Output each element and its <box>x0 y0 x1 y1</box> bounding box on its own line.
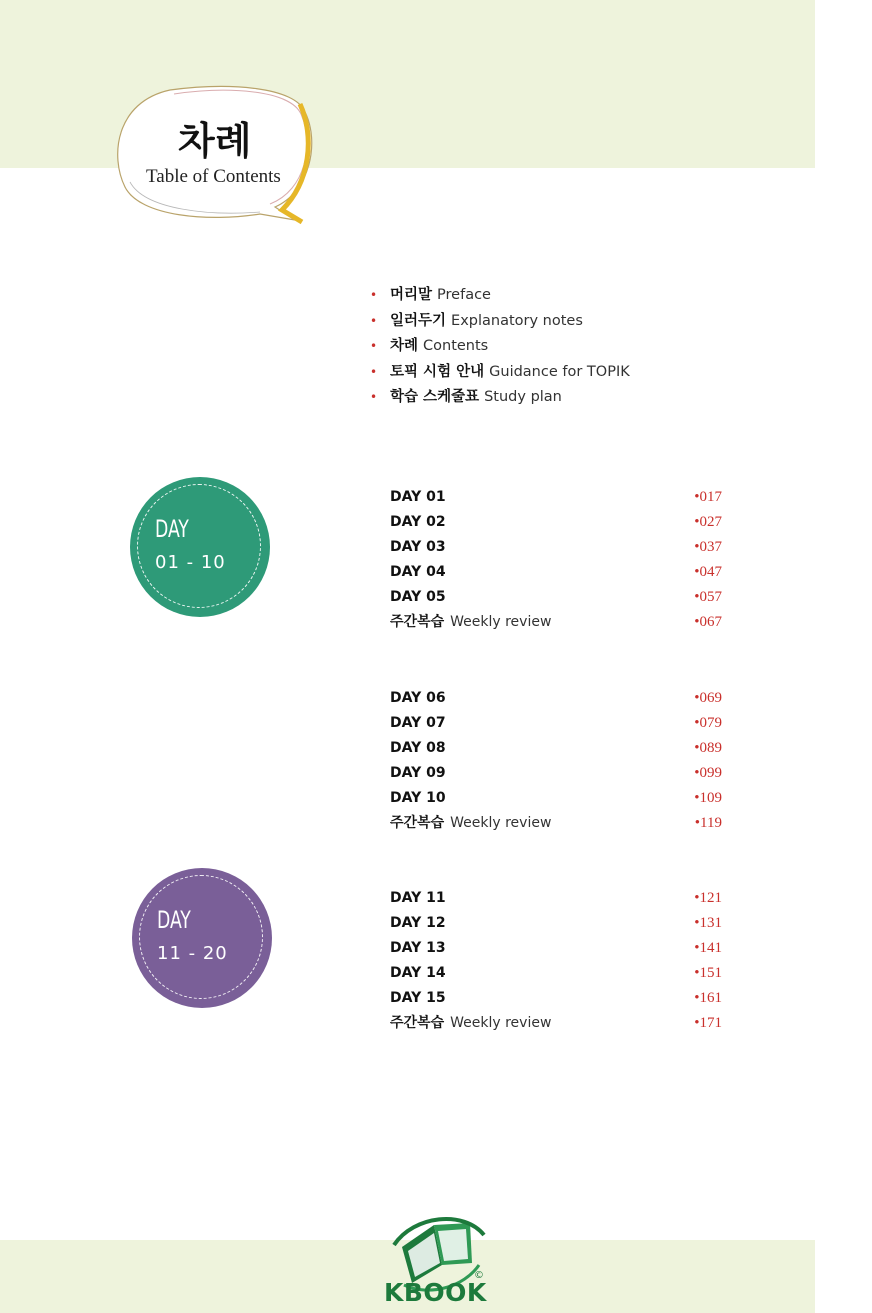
toc-row[interactable] <box>390 936 730 961</box>
item-label-ko: 일러두기 <box>390 312 447 329</box>
badge-day-word: DAY <box>157 906 191 934</box>
toc-group-2 <box>390 686 730 836</box>
bullet-icon: • <box>370 288 378 302</box>
toc-page-number: •037 <box>694 539 722 555</box>
bullet-icon: • <box>370 364 378 379</box>
toc-label-en: Weekly review <box>450 614 552 630</box>
day-badge-11-20 <box>132 868 272 1008</box>
badge-day-range: 01 - 10 <box>155 552 226 573</box>
toc-group-1 <box>390 485 730 635</box>
toc-row[interactable] <box>390 711 730 736</box>
toc-page-number: •099 <box>694 765 722 781</box>
item-label-en: Preface <box>437 287 491 303</box>
toc-label: DAY 10 <box>390 790 446 806</box>
badge-day-word: DAY <box>155 515 189 543</box>
toc-row[interactable] <box>390 886 730 911</box>
toc-page-number: •151 <box>694 965 722 981</box>
toc-page-number: •047 <box>694 564 722 580</box>
toc-row[interactable] <box>390 560 730 585</box>
list-item-contents[interactable] <box>370 334 630 360</box>
badge-day-range: 11 - 20 <box>157 943 228 964</box>
toc-label: DAY 04 <box>390 564 446 580</box>
toc-page-number: •079 <box>694 715 722 731</box>
toc-row[interactable] <box>390 535 730 560</box>
toc-row[interactable] <box>390 686 730 711</box>
toc-page-number: •141 <box>694 940 722 956</box>
toc-row[interactable] <box>390 485 730 510</box>
toc-page-number: •067 <box>694 614 722 630</box>
toc-label: DAY 03 <box>390 539 446 555</box>
toc-label: DAY 11 <box>390 890 446 906</box>
toc-label-en: Weekly review <box>450 1015 552 1031</box>
toc-page-number: •119 <box>694 815 722 831</box>
toc-row[interactable] <box>390 786 730 811</box>
toc-page-number: •121 <box>694 890 722 906</box>
page-title: 차례 <box>178 119 252 163</box>
toc-label: 주간복습 <box>390 614 445 630</box>
list-item-explanatory-notes[interactable] <box>370 309 630 335</box>
toc-row-weekly-review[interactable] <box>390 1011 730 1036</box>
toc-page-number: •057 <box>694 589 722 605</box>
copyright-icon: © <box>474 1270 484 1281</box>
bullet-icon: • <box>370 313 378 328</box>
toc-label: DAY 02 <box>390 514 446 530</box>
toc-label: DAY 09 <box>390 765 446 781</box>
page-subtitle: Table of Contents <box>146 166 281 187</box>
toc-label-en: Weekly review <box>450 815 552 831</box>
toc-page-number: •027 <box>694 514 722 530</box>
toc-label: DAY 14 <box>390 965 446 981</box>
toc-row[interactable] <box>390 911 730 936</box>
day-badge-01-10 <box>130 477 270 617</box>
list-item-preface[interactable] <box>370 283 630 309</box>
item-label-en: Study plan <box>484 389 562 405</box>
bullet-icon: • <box>370 339 378 353</box>
toc-label: DAY 06 <box>390 690 446 706</box>
toc-row[interactable] <box>390 510 730 535</box>
toc-label: DAY 15 <box>390 990 446 1006</box>
toc-row-weekly-review[interactable] <box>390 610 730 635</box>
toc-label: DAY 07 <box>390 715 446 731</box>
list-item-topik-guidance[interactable] <box>370 360 630 386</box>
item-label-ko: 토픽 시험 안내 <box>390 363 485 380</box>
kbook-logo-text: KBOOK <box>384 1278 487 1307</box>
item-label-ko: 머리말 <box>390 287 433 303</box>
item-label-en: Guidance for TOPIK <box>489 363 630 380</box>
toc-label: DAY 05 <box>390 589 446 605</box>
toc-label: DAY 08 <box>390 740 446 756</box>
toc-page-number: •089 <box>694 740 722 756</box>
toc-row[interactable] <box>390 585 730 610</box>
item-label-ko: 학습 스케줄표 <box>390 389 480 405</box>
toc-page-number: •161 <box>694 990 722 1006</box>
toc-label: 주간복습 <box>390 1015 445 1031</box>
toc-group-3 <box>390 886 730 1036</box>
badge-ring <box>139 875 263 999</box>
toc-label: DAY 13 <box>390 940 446 956</box>
item-label-en: Contents <box>423 338 489 354</box>
intro-list <box>370 283 630 411</box>
toc-label: 주간복습 <box>390 815 445 831</box>
item-label-en: Explanatory notes <box>451 312 583 329</box>
toc-page-number: •017 <box>694 489 722 505</box>
toc-row[interactable] <box>390 961 730 986</box>
toc-row[interactable] <box>390 736 730 761</box>
toc-row[interactable] <box>390 986 730 1011</box>
toc-page-number: •109 <box>694 790 722 806</box>
toc-row-weekly-review[interactable] <box>390 811 730 836</box>
badge-ring <box>137 484 261 608</box>
toc-page-number: •131 <box>694 915 722 931</box>
bullet-icon: • <box>370 390 378 404</box>
toc-row[interactable] <box>390 761 730 786</box>
toc-label: DAY 01 <box>390 489 446 505</box>
list-item-study-plan[interactable] <box>370 385 630 411</box>
toc-page-number: •069 <box>694 690 722 706</box>
toc-label: DAY 12 <box>390 915 446 931</box>
toc-page-number: •171 <box>694 1015 722 1031</box>
item-label-ko: 차례 <box>390 338 419 354</box>
